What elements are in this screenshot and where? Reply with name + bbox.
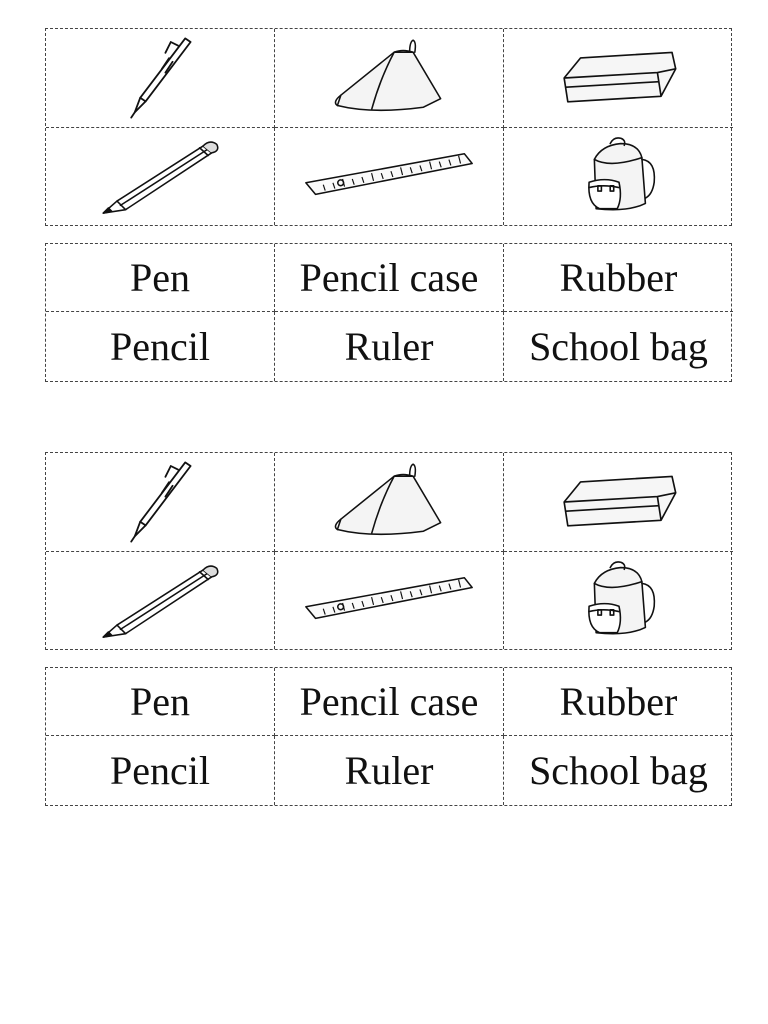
word-card: School bag bbox=[529, 323, 708, 369]
pencil-case-icon bbox=[319, 35, 459, 121]
picture-card-pen bbox=[46, 453, 275, 552]
card-set-2 bbox=[45, 452, 732, 806]
word-card: School bag bbox=[529, 747, 708, 793]
pencil-icon bbox=[90, 134, 230, 220]
card-set-1 bbox=[45, 28, 732, 382]
picture-card-school-bag bbox=[504, 128, 733, 225]
word-card: Pencil case bbox=[275, 668, 504, 736]
picture-card-pen bbox=[46, 29, 275, 128]
ruler-icon bbox=[301, 148, 477, 206]
word-card: Ruler bbox=[275, 736, 504, 805]
school-bag-icon bbox=[575, 133, 663, 221]
word-card: Pencil bbox=[46, 736, 275, 805]
word-card: Pen bbox=[46, 668, 275, 736]
picture-card-pencil bbox=[46, 128, 275, 225]
picture-card-ruler bbox=[275, 128, 504, 225]
word-card-grid bbox=[45, 243, 732, 382]
word-card: Pencil case bbox=[275, 244, 504, 312]
picture-card-rubber bbox=[504, 29, 733, 128]
pen-icon bbox=[115, 33, 205, 123]
school-bag-icon bbox=[575, 557, 663, 645]
word-card: Rubber bbox=[504, 244, 733, 312]
ruler-icon bbox=[301, 572, 477, 630]
picture-card-pencil-case bbox=[275, 453, 504, 552]
picture-card-rubber bbox=[504, 453, 733, 552]
word-card: Pen bbox=[46, 244, 275, 312]
picture-card-school-bag bbox=[504, 552, 733, 649]
word-card: Ruler bbox=[275, 312, 504, 381]
picture-card-pencil bbox=[46, 552, 275, 649]
word-card-grid bbox=[45, 667, 732, 806]
pencil-icon bbox=[90, 558, 230, 644]
picture-card-grid bbox=[45, 28, 732, 226]
pencil-case-icon bbox=[319, 459, 459, 545]
picture-card-pencil-case bbox=[275, 29, 504, 128]
rubber-icon bbox=[555, 465, 683, 539]
rubber-icon bbox=[555, 41, 683, 115]
pen-icon bbox=[115, 457, 205, 547]
word-card: Pencil bbox=[46, 312, 275, 381]
picture-card-ruler bbox=[275, 552, 504, 649]
picture-card-grid bbox=[45, 452, 732, 650]
word-card: Rubber bbox=[504, 668, 733, 736]
